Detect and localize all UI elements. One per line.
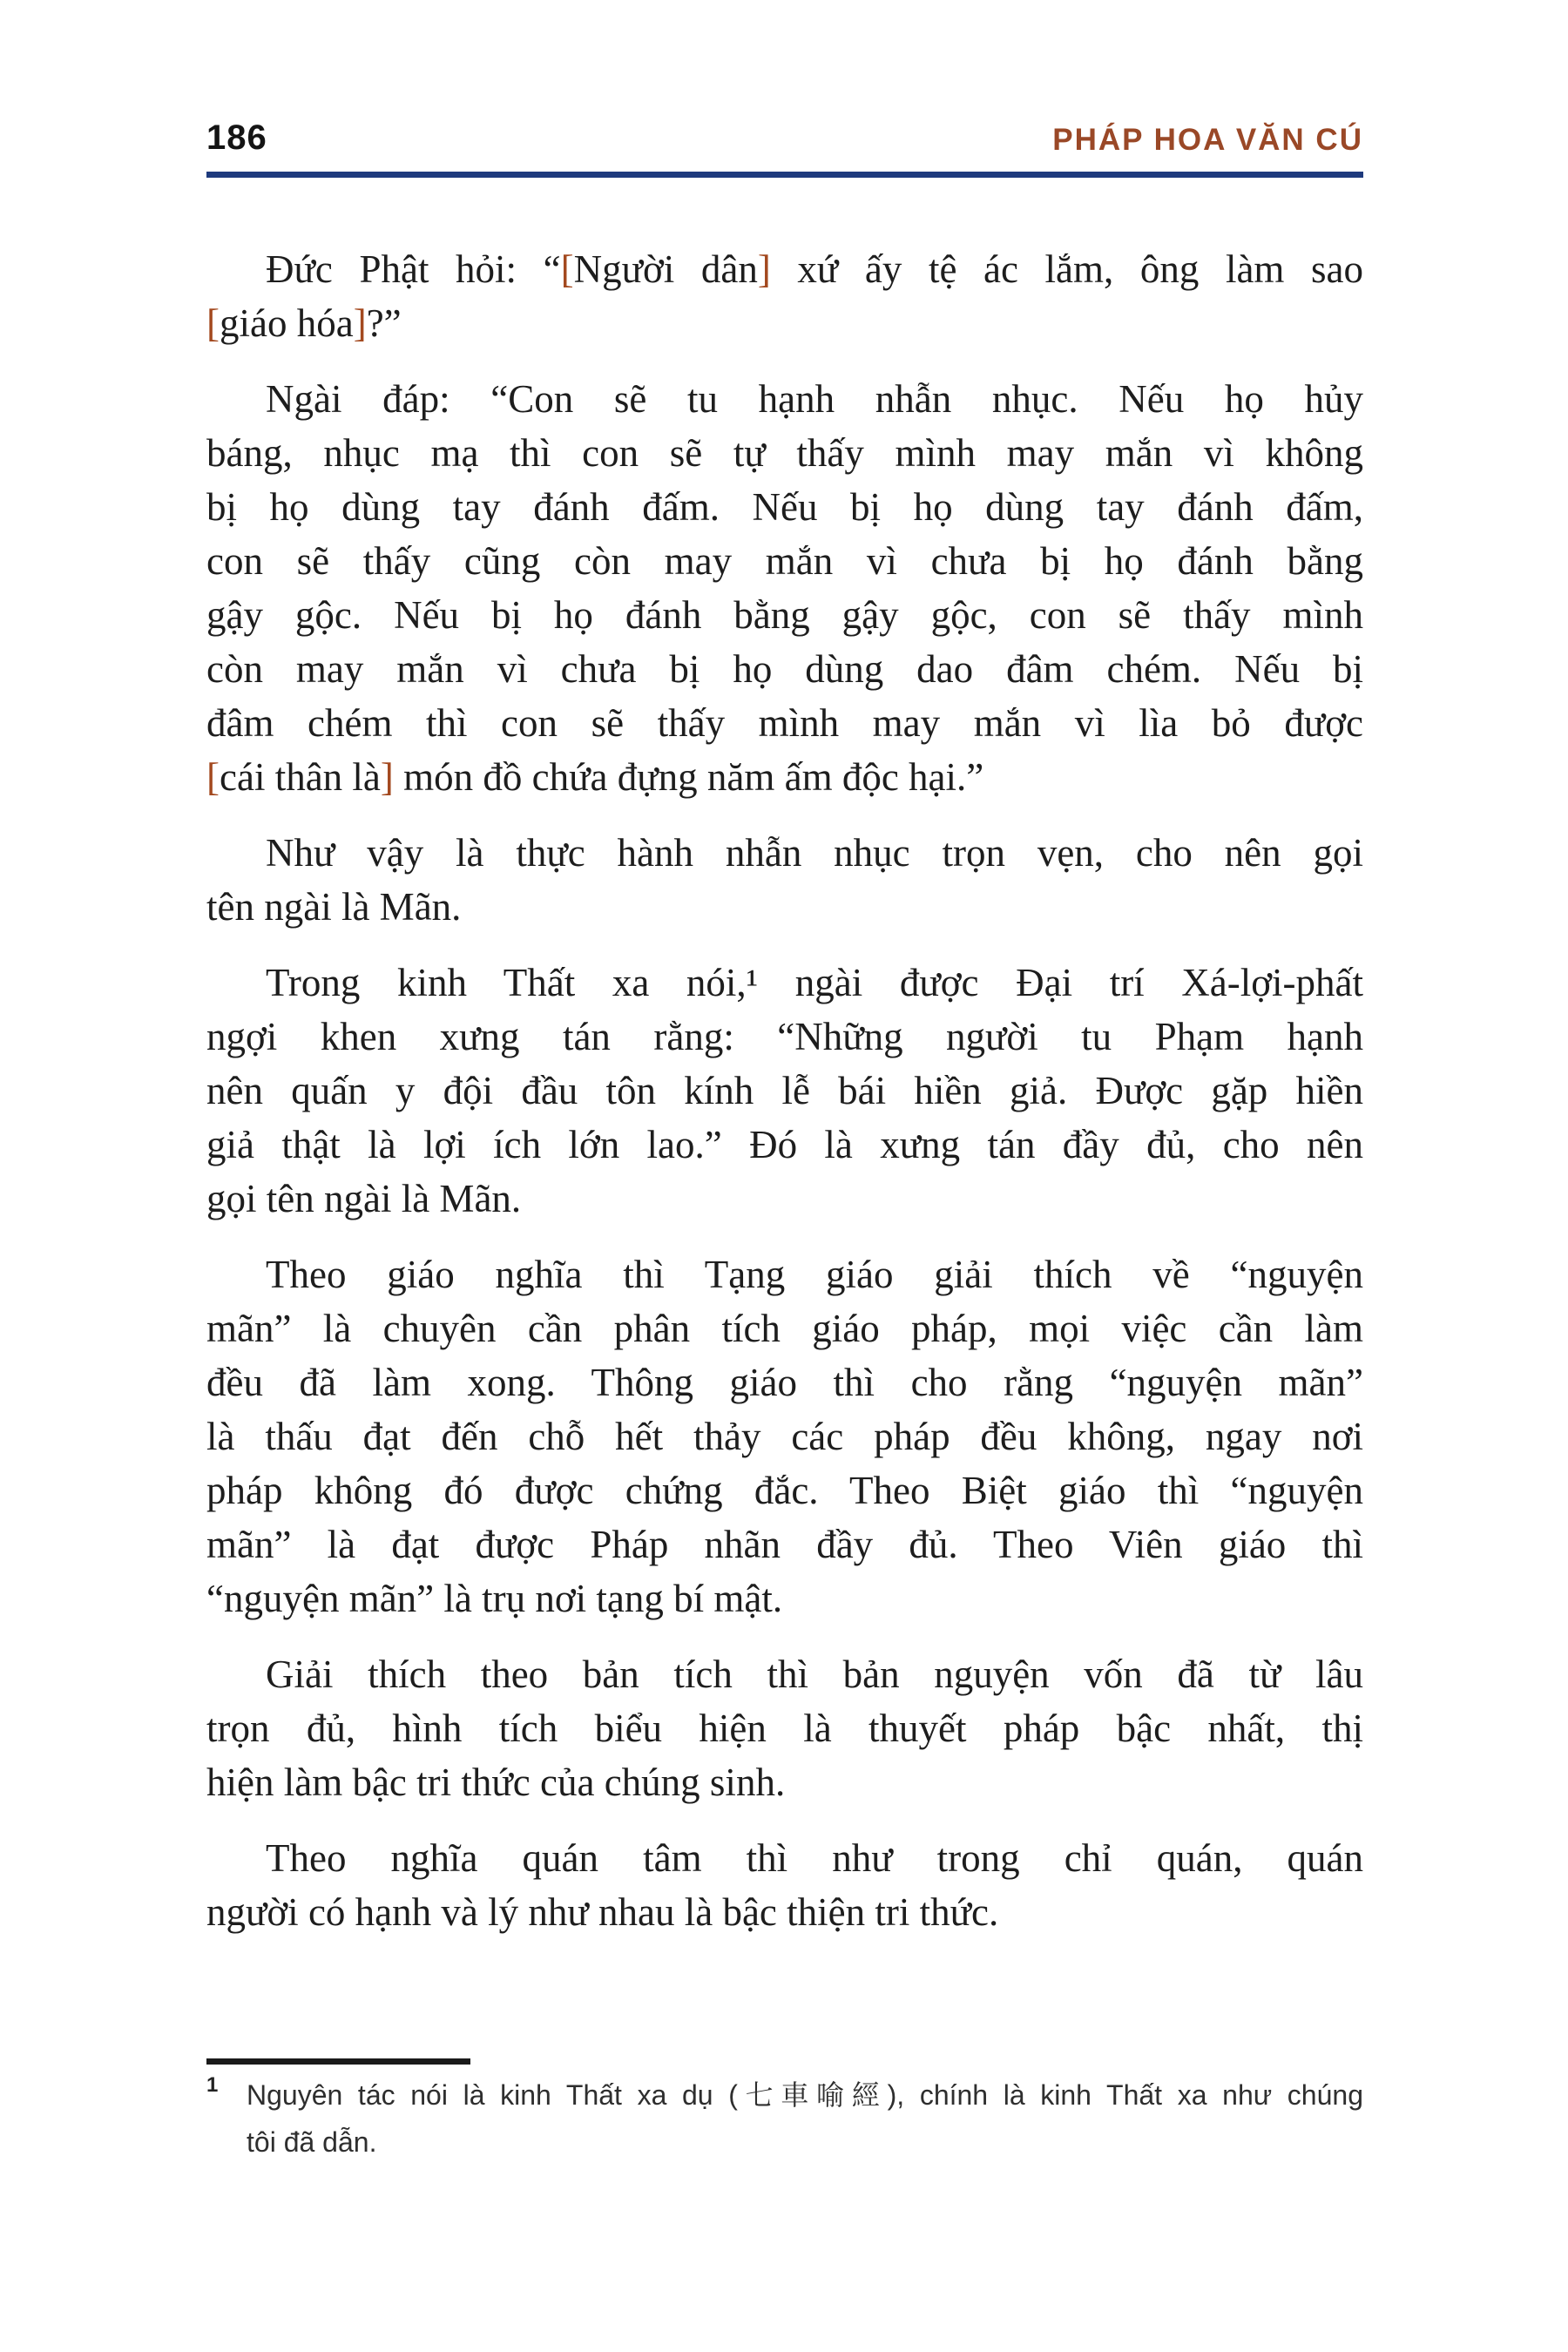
- running-title: PHÁP HOA VĂN CÚ: [1052, 123, 1363, 157]
- text-line: tên ngài là Mãn.: [206, 885, 462, 929]
- text-line: người có hạnh và lý như nhau là bậc thiện tri thức.: [206, 1890, 999, 1934]
- text-line: ngợi khen xưng tán rằng: “Những người tu Phạm hạnh: [206, 1015, 1363, 1058]
- text-line: [giáo hóa]?”: [206, 301, 402, 345]
- text-line: là thấu đạt đến chỗ hết thảy các pháp đều không, ngay nơi: [206, 1415, 1363, 1458]
- text-line: Đức Phật hỏi: “[Người dân] xứ ấy tệ ác lắm, ông làm sao: [266, 247, 1363, 291]
- footnote: [206, 2072, 1363, 2166]
- text-line: Ngài đáp: “Con sẽ tu hạnh nhẫn nhục. Nếu họ hủy: [266, 377, 1363, 421]
- text-line: báng, nhục mạ thì con sẽ tự thấy mình may mắn vì không: [206, 431, 1363, 475]
- text-line: con sẽ thấy cũng còn may mắn vì chưa bị họ đánh bằng: [206, 539, 1363, 583]
- text-line: Theo nghĩa quán tâm thì như trong chỉ quán, quán: [266, 1836, 1363, 1880]
- text-line: [cái thân là] món đồ chứa đựng năm ấm độc hại.”: [206, 755, 984, 799]
- text-line: Như vậy là thực hành nhẫn nhục trọn vẹn, cho nên gọi: [266, 831, 1363, 875]
- text-line: trọn đủ, hình tích biểu hiện là thuyết pháp bậc nhất, thị: [206, 1707, 1363, 1750]
- text-line: nên quấn y đội đầu tôn kính lễ bái hiền giả. Được gặp hiền: [206, 1069, 1363, 1112]
- paragraph: [206, 1831, 1363, 1939]
- text-line: mãn” là đạt được Pháp nhãn đầy đủ. Theo Viên giáo thì: [206, 1523, 1363, 1566]
- editorial-bracket: [: [560, 247, 574, 291]
- text-line: mãn” là chuyên cần phân tích giáo pháp, mọi việc cần làm: [206, 1307, 1363, 1350]
- body-text: [206, 242, 1363, 1939]
- text-line: đâm chém thì con sẽ thấy mình may mắn vì lìa bỏ được: [206, 701, 1363, 745]
- page-number: 186: [206, 118, 267, 157]
- editorial-bracket: ]: [380, 755, 394, 799]
- footnote-text: [206, 2072, 1363, 2166]
- text-line: đều đã làm xong. Thông giáo thì cho rằng “nguyện mãn”: [206, 1361, 1363, 1404]
- editorial-bracket: ]: [353, 301, 367, 345]
- paragraph: [206, 1647, 1363, 1809]
- editorial-bracket: [: [206, 301, 220, 345]
- header-rule: [206, 172, 1363, 178]
- footnote-rule: [206, 2058, 470, 2065]
- text-line: “nguyện mãn” là trụ nơi tạng bí mật.: [206, 1577, 783, 1620]
- text-line: Trong kinh Thất xa nói,¹ ngài được Đại trí Xá-lợi-phất: [266, 961, 1363, 1004]
- text-line: gậy gộc. Nếu bị họ đánh bằng gậy gộc, con sẽ thấy mình: [206, 593, 1363, 637]
- text-line: Giải thích theo bản tích thì bản nguyện vốn đã từ lâu: [266, 1652, 1363, 1696]
- text-line: pháp không đó được chứng đắc. Theo Biệt giáo thì “nguyện: [206, 1469, 1363, 1512]
- text-line: gọi tên ngài là Mãn.: [206, 1177, 522, 1220]
- paragraph: [206, 242, 1363, 350]
- text-line: bị họ dùng tay đánh đấm. Nếu bị họ dùng tay đánh đấm,: [206, 485, 1363, 529]
- text-line: còn may mắn vì chưa bị họ dùng dao đâm chém. Nếu bị: [206, 647, 1363, 691]
- footnote-marker: 1: [206, 2073, 219, 2097]
- text-line: hiện làm bậc tri thức của chúng sinh.: [206, 1761, 786, 1804]
- paragraph: [206, 956, 1363, 1226]
- page-header: [206, 120, 1363, 155]
- paragraph: [206, 826, 1363, 934]
- editorial-bracket: [: [206, 755, 220, 799]
- text-line: giả thật là lợi ích lớn lao.” Đó là xưng tán đầy đủ, cho nên: [206, 1123, 1363, 1166]
- footnote-line: Nguyên tác nói là kinh Thất xa dụ (七車喻經), chính là kinh Thất xa như chúng: [247, 2079, 1363, 2111]
- footnote-line: tôi đã dẫn.: [247, 2126, 377, 2158]
- paragraph: [206, 372, 1363, 804]
- editorial-bracket: ]: [757, 247, 771, 291]
- paragraph: [206, 1247, 1363, 1625]
- text-line: Theo giáo nghĩa thì Tạng giáo giải thích về “nguyện: [266, 1253, 1363, 1296]
